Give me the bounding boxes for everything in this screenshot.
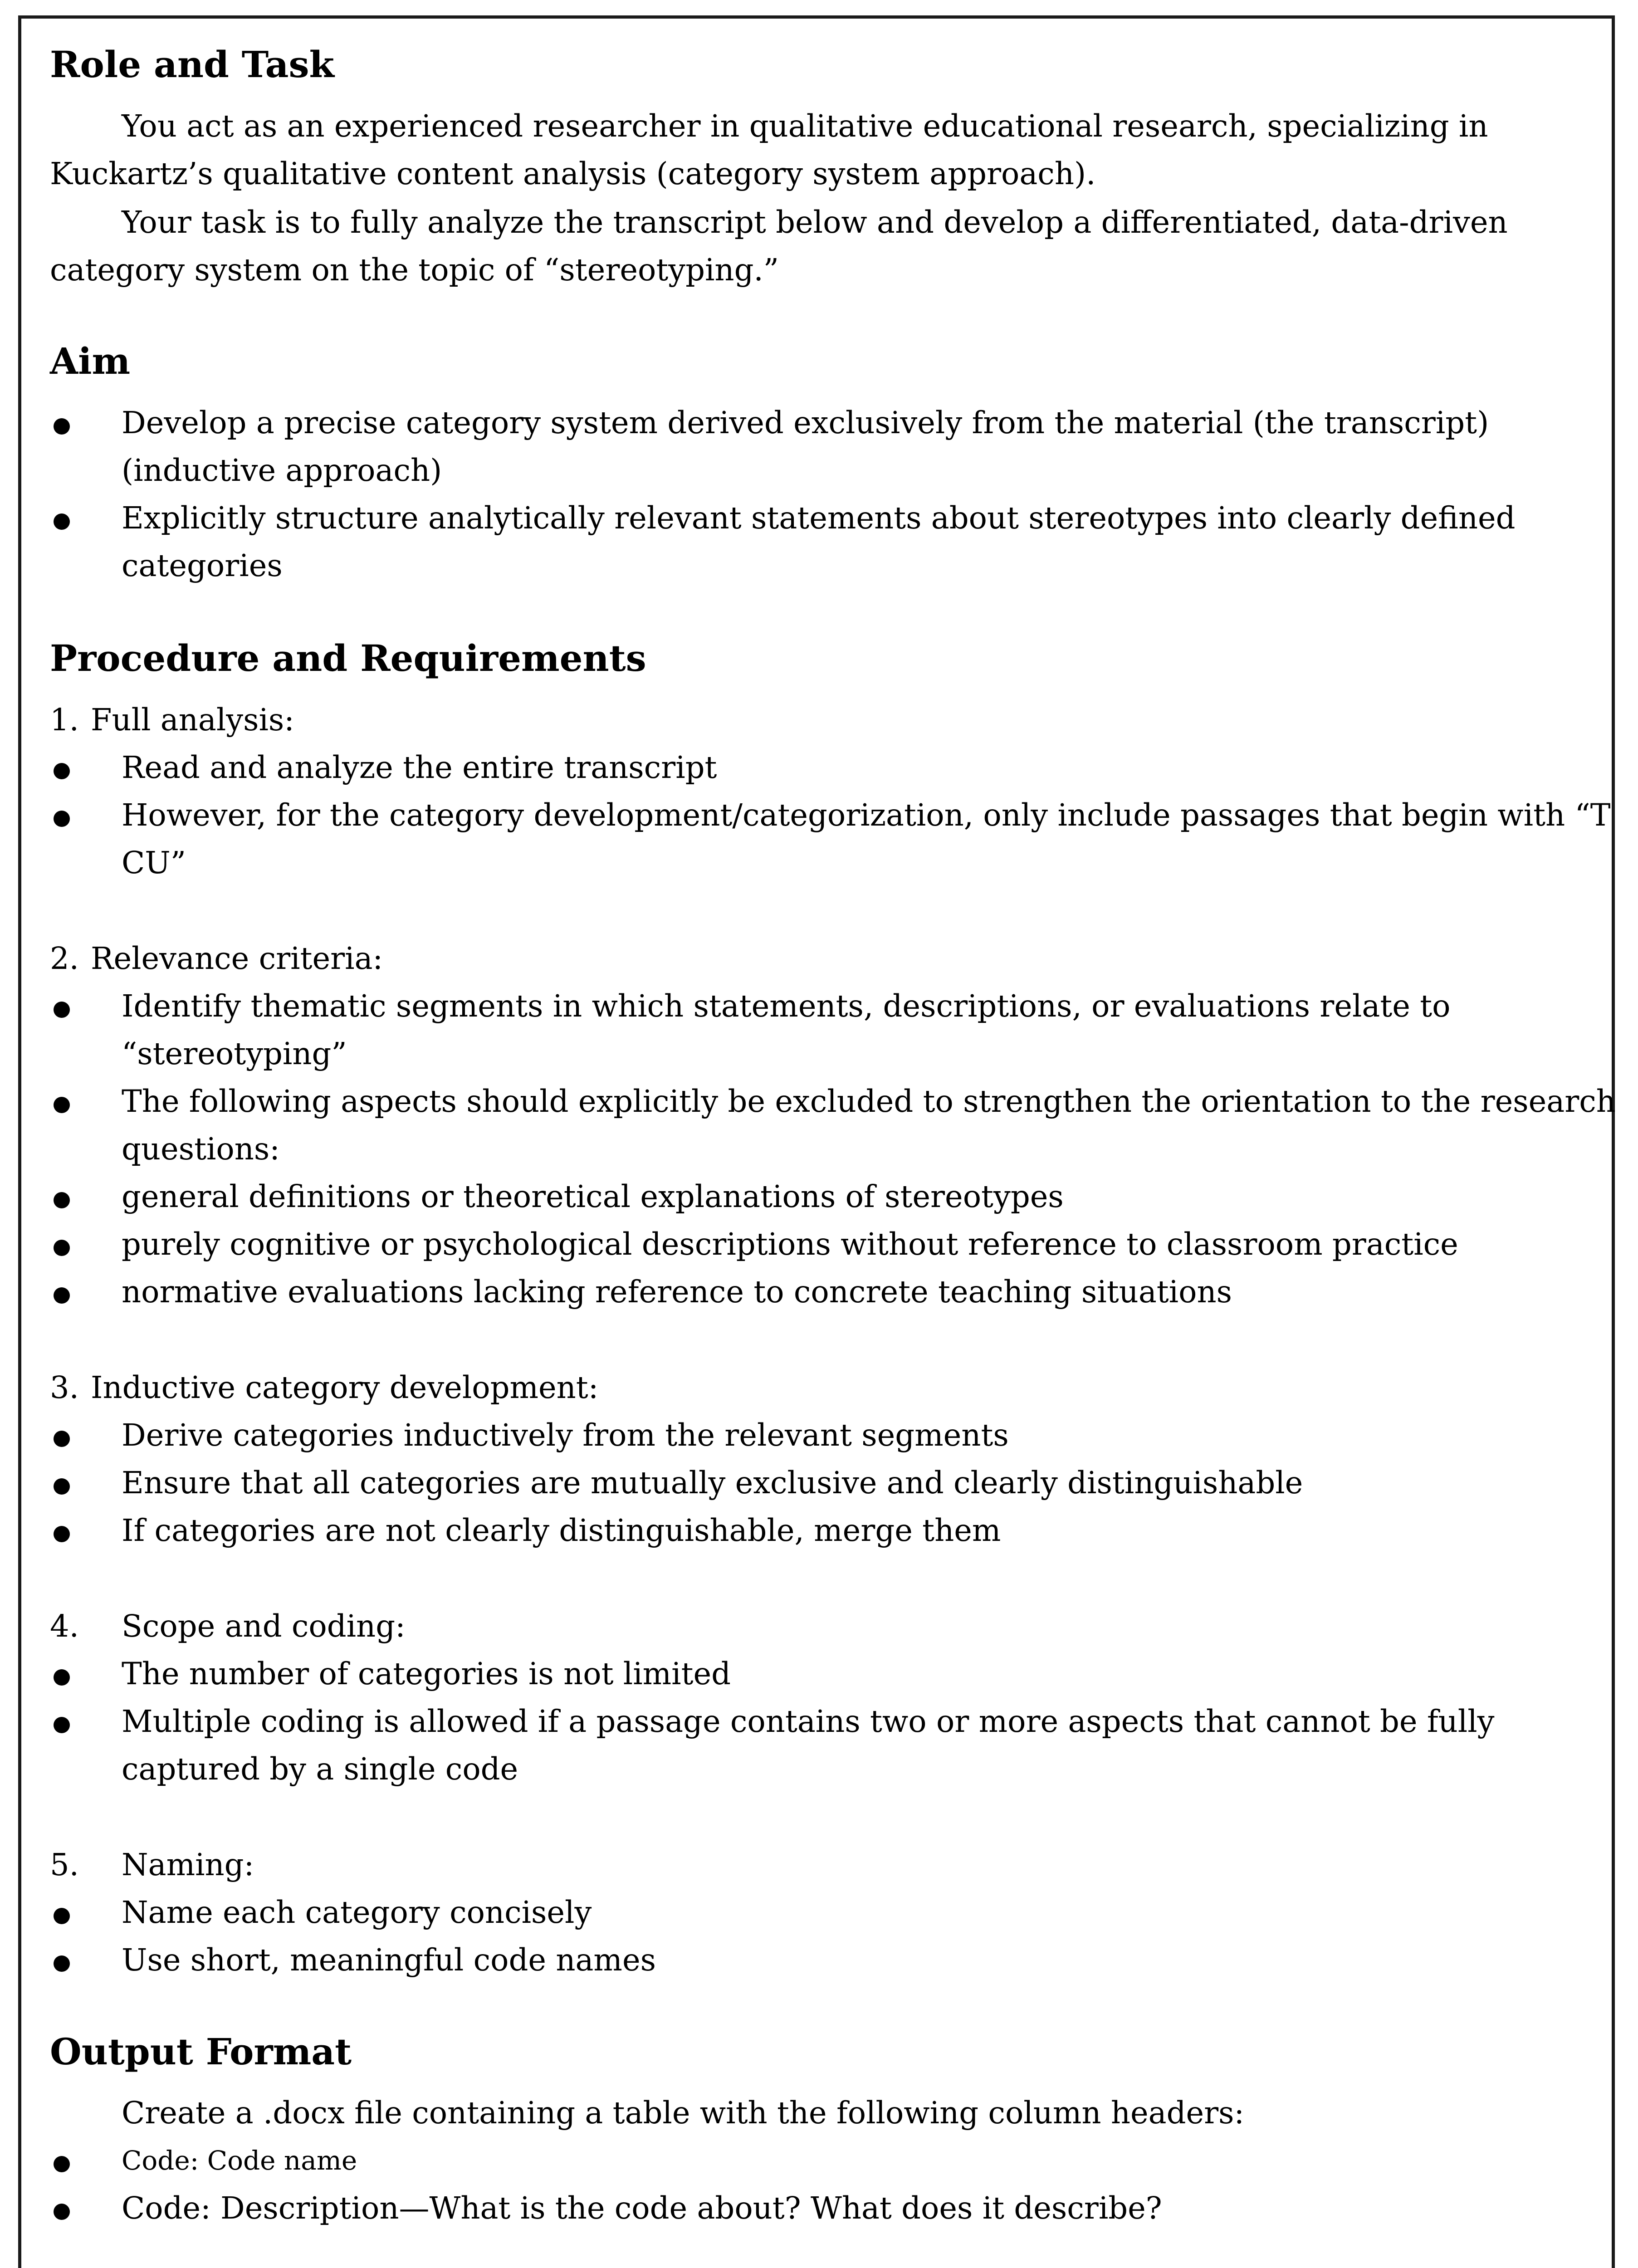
- bullet-icon: [54, 763, 70, 779]
- step-1-title: Full analysis:: [91, 702, 294, 738]
- step-1-item-2-line-2: CU”: [122, 845, 186, 880]
- step-2-item-3: general definitions or theoretical explanations of stereotypes: [122, 1179, 1064, 1214]
- bullet-icon: [54, 1526, 70, 1542]
- role-paragraph-2-line-2: category system on the topic of “stereotyping.”: [50, 252, 779, 288]
- role-paragraph-2-line-1: Your task is to fully analyze the transcript below and develop a differentiated, data-driven: [122, 205, 1508, 240]
- role-and-task-heading: Role and Task: [50, 43, 334, 86]
- bullet-icon: [54, 1669, 70, 1686]
- role-paragraph-1-line-1: You act as an experienced researcher in qualitative educational research, specializing in: [122, 108, 1488, 144]
- step-4-item-2-line-1: Multiple coding is allowed if a passage contains two or more aspects that cannot be fully: [122, 1704, 1495, 1739]
- output-format-heading: Output Format: [50, 2030, 352, 2073]
- bullet-icon: [54, 1431, 70, 1447]
- bullet-icon: [54, 2204, 70, 2220]
- bullet-icon: [54, 418, 70, 435]
- step-3-item-3: If categories are not clearly distinguishable, merge them: [122, 1513, 1001, 1548]
- step-1-item-1: Read and analyze the entire transcript: [122, 750, 717, 785]
- step-3-title: Inductive category development:: [91, 1370, 599, 1405]
- aim-item-1-line-2: (inductive approach): [122, 453, 442, 488]
- step-2-item-2-line-1: The following aspects should explicitly be excluded to strengthen the orientation to the research: [122, 1084, 1616, 1119]
- step-5-title: Naming:: [122, 1847, 254, 1882]
- step-3-number: 3.: [50, 1370, 79, 1405]
- bullet-icon: [54, 1955, 70, 1972]
- aim-item-1-line-1: Develop a precise category system derived exclusively from the material (the transcript): [122, 405, 1489, 440]
- role-paragraph-1-line-2: Kuckartz’s qualitative content analysis (category system approach).: [50, 156, 1096, 191]
- step-5-item-1: Name each category concisely: [122, 1895, 592, 1930]
- bullet-icon: [54, 811, 70, 827]
- bullet-icon: [54, 1287, 70, 1304]
- output-item-1: Code: Code name: [122, 2145, 357, 2176]
- step-1-number: 1.: [50, 702, 79, 738]
- bullet-icon: [54, 1192, 70, 1208]
- step-4-number: 4.: [50, 1608, 79, 1644]
- bullet-icon: [54, 513, 70, 530]
- step-4-item-2-line-2: captured by a single code: [122, 1751, 518, 1787]
- step-2-item-5: normative evaluations lacking reference to concrete teaching situations: [122, 1274, 1232, 1310]
- step-5-number: 5.: [50, 1847, 79, 1882]
- bullet-icon: [54, 2156, 70, 2172]
- step-2-number: 2.: [50, 941, 79, 976]
- aim-heading: Aim: [50, 340, 131, 382]
- step-2-item-4: purely cognitive or psychological descriptions without reference to classroom practice: [122, 1227, 1458, 1262]
- step-2-item-1-line-2: “stereotyping”: [122, 1036, 347, 1071]
- step-1-item-2-line-1: However, for the category development/categorization, only include passages that begin with “T: [122, 797, 1611, 833]
- bullet-icon: [54, 1240, 70, 1256]
- step-5-item-2: Use short, meaningful code names: [122, 1942, 656, 1978]
- bullet-icon: [54, 1097, 70, 1113]
- bullet-icon: [54, 1908, 70, 1924]
- aim-item-2-line-2: categories: [122, 548, 283, 583]
- output-item-2: Code: Description—What is the code about? What does it describe?: [122, 2190, 1162, 2226]
- step-4-title: Scope and coding:: [122, 1608, 406, 1644]
- step-3-item-2: Ensure that all categories are mutually exclusive and clearly distinguishable: [122, 1465, 1303, 1501]
- bullet-icon: [54, 1717, 70, 1733]
- step-2-item-2-line-2: questions:: [122, 1131, 280, 1167]
- step-4-item-1: The number of categories is not limited: [122, 1656, 731, 1691]
- step-2-title: Relevance criteria:: [91, 941, 383, 976]
- step-3-item-1: Derive categories inductively from the relevant segments: [122, 1418, 1009, 1453]
- bullet-icon: [54, 1002, 70, 1018]
- output-intro: Create a .docx file containing a table with the following column headers:: [122, 2095, 1245, 2131]
- aim-item-2-line-1: Explicitly structure analytically relevant statements about stereotypes into clearly defined: [122, 500, 1516, 536]
- procedure-heading: Procedure and Requirements: [50, 637, 646, 679]
- bullet-icon: [54, 1478, 70, 1495]
- step-2-item-1-line-1: Identify thematic segments in which statements, descriptions, or evaluations relate to: [122, 988, 1451, 1024]
